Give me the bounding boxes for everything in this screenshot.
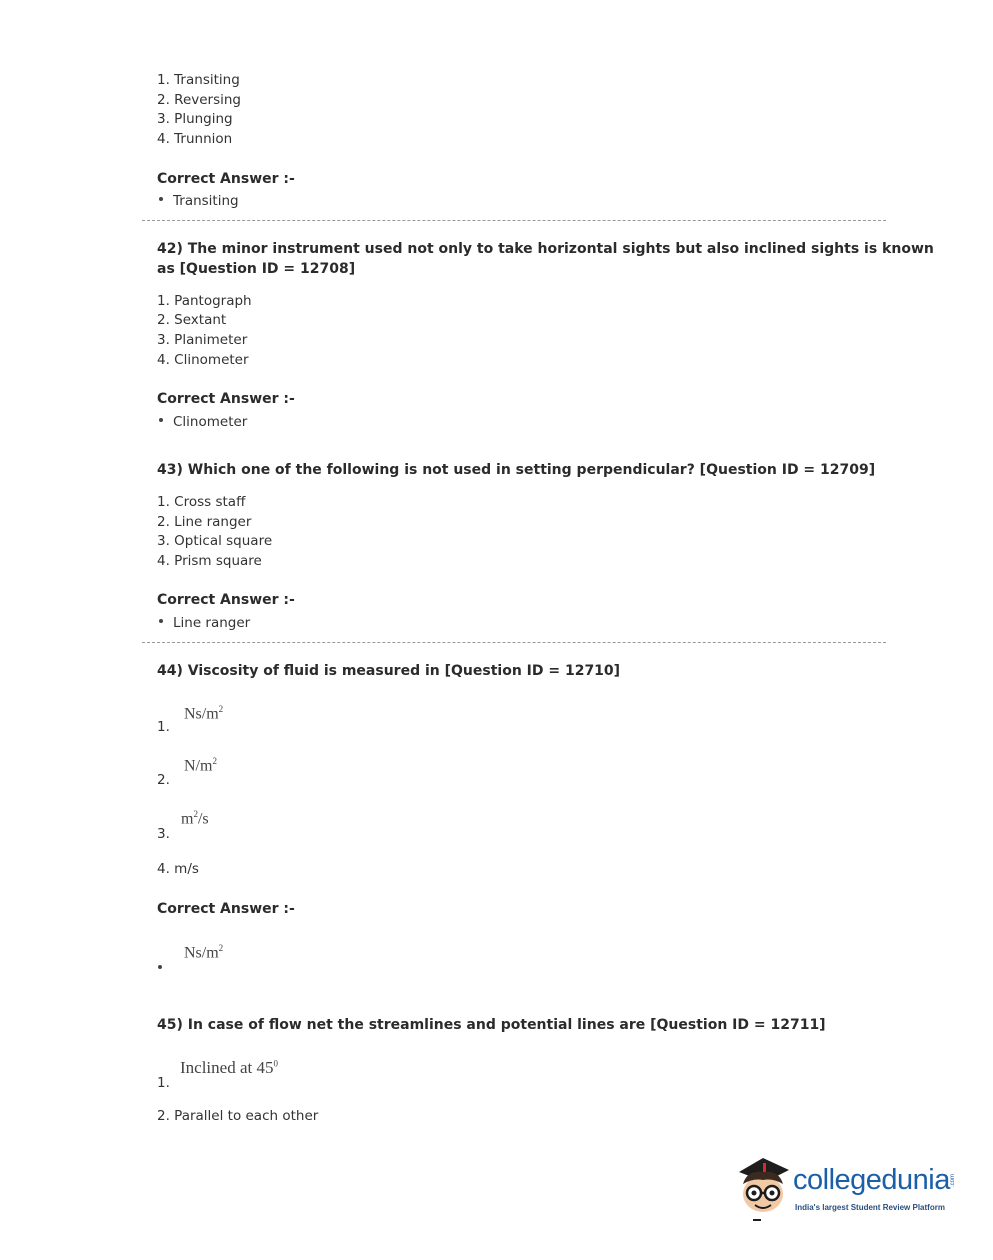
separator — [142, 642, 886, 643]
option-1: 1. Cross staff — [157, 494, 246, 510]
option-1-number: 1. — [157, 719, 170, 735]
question-42: 42) The minor instrument used not only to take horizontal sights but also inclined sights is known as [Question ID = 12708] — [157, 241, 934, 277]
correct-answer-formula: $Ns/m^2$ — [184, 943, 224, 962]
option-3-number: 3. — [157, 826, 170, 842]
option-3: 3. Planimeter — [157, 332, 248, 348]
option-2: 2. Reversing — [157, 92, 242, 108]
option-1: 1. Transiting — [157, 72, 240, 88]
logo-tagline: India's largest Student Review Platform — [795, 1203, 945, 1212]
option-1-number: 1. — [157, 1075, 170, 1091]
correct-answer: Transiting — [159, 193, 239, 209]
option-1-formula: Inclined at $45^0$ — [180, 1058, 278, 1077]
bullet-icon — [159, 418, 163, 422]
correct-answer-label: Correct Answer :- — [157, 592, 295, 608]
option-2: 2. Sextant — [157, 312, 227, 328]
option-1: 1. Pantograph — [157, 293, 252, 309]
mascot-icon — [733, 1152, 793, 1222]
option-2: 2. Parallel to each other — [157, 1108, 319, 1124]
option-2-number: 2. — [157, 772, 170, 788]
question-44: 44) Viscosity of fluid is measured in [Question ID = 12710] — [157, 663, 621, 679]
option-1-formula: $Ns/m^2$ — [184, 704, 224, 723]
option-2: 2. Line ranger — [157, 514, 252, 530]
collegedunia-logo — [733, 1150, 958, 1225]
option-4: 4. Trunnion — [157, 131, 233, 147]
option-4: 4. m/s — [157, 861, 199, 877]
option-2-formula: $N/m^2$ — [184, 756, 217, 775]
correct-answer-label: Correct Answer :- — [157, 171, 295, 187]
option-4: 4. Prism square — [157, 553, 262, 569]
option-3: 3. Plunging — [157, 111, 233, 127]
option-4: 4. Clinometer — [157, 352, 249, 368]
option-3: 3. Optical square — [157, 533, 273, 549]
option-3-formula: $m^2/s$ — [181, 809, 209, 828]
logo-suffix: .com — [950, 1174, 956, 1188]
question-43: 43) Which one of the following is not used in setting perpendicular? [Question ID = 12709] — [157, 462, 876, 478]
correct-answer-label: Correct Answer :- — [157, 391, 295, 407]
correct-answer: Clinometer — [159, 414, 247, 430]
bullet-icon — [158, 965, 162, 969]
bullet-icon — [159, 197, 163, 201]
bullet-icon — [159, 619, 163, 623]
correct-answer: Line ranger — [159, 615, 250, 631]
correct-answer-label: Correct Answer :- — [157, 901, 295, 917]
separator — [142, 220, 886, 221]
question-45: 45) In case of flow net the streamlines and potential lines are [Question ID = 12711] — [157, 1017, 826, 1033]
logo-wordmark: collegedunia — [793, 1164, 950, 1196]
